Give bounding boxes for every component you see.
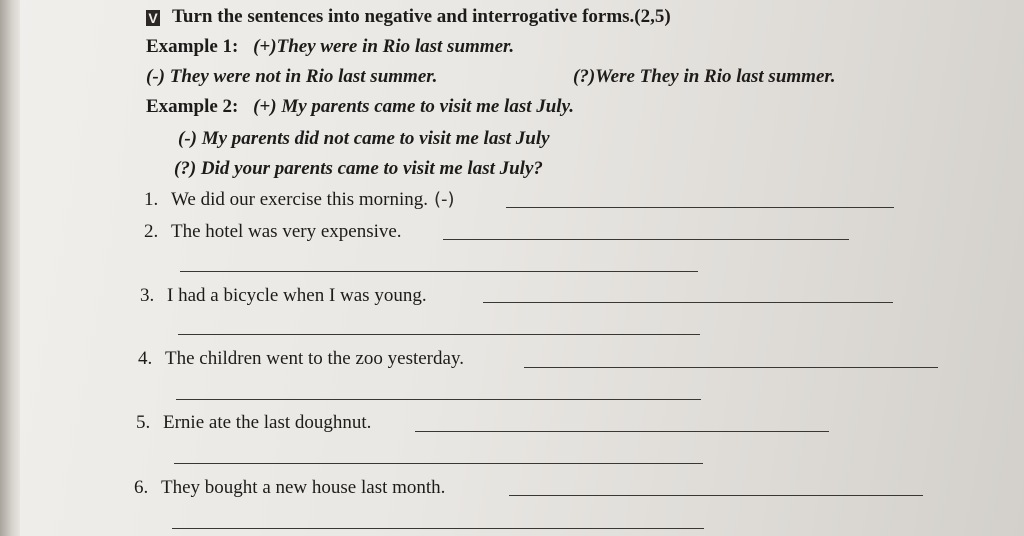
example-1-question: (?)Were They in Rio last summer. (573, 66, 836, 87)
item-number: 5. (136, 412, 151, 433)
item-sentence: The children went to the zoo yesterday. (165, 348, 464, 369)
item-number: 4. (138, 348, 153, 369)
answer-line-4a[interactable] (524, 367, 938, 368)
example-1-positive: (+)They were in Rio last summer. (253, 36, 515, 57)
handwritten-mark: (-) (434, 189, 455, 210)
item-sentence: I had a bicycle when I was young. (167, 285, 427, 306)
example-2-row (146, 96, 574, 118)
answer-line-3a[interactable] (483, 302, 893, 303)
exercise-item-6 (134, 477, 445, 499)
answer-line-6a[interactable] (509, 495, 923, 496)
answer-line-6b[interactable] (172, 528, 704, 529)
item-number: 6. (134, 477, 149, 498)
example-1-negative: (-) They were not in Rio last summer. (146, 66, 438, 87)
answer-line-4b[interactable] (176, 399, 701, 400)
exercise-item-4 (138, 348, 464, 370)
item-number: 2. (144, 221, 159, 242)
example-2-negative: (-) My parents did not came to visit me last July (178, 128, 550, 149)
example-1-row (146, 36, 514, 58)
answer-line-2b[interactable] (180, 271, 698, 272)
example-1-label: Example 1: (146, 36, 239, 57)
instruction-text: Turn the sentences into negative and interrogative forms.(2,5) (172, 6, 671, 27)
answer-line-2a[interactable] (443, 239, 849, 240)
exercise-item-1 (144, 189, 455, 211)
exercise-item-3 (140, 285, 427, 307)
answer-line-3b[interactable] (178, 334, 700, 335)
item-number: 1. (144, 189, 159, 210)
example-2-label: Example 2: (146, 96, 239, 117)
answer-line-5b[interactable] (174, 463, 703, 464)
exercise-item-2 (144, 221, 402, 243)
section-heading (146, 6, 671, 28)
item-sentence: Ernie ate the last doughnut. (163, 412, 372, 433)
answer-line-5a[interactable] (415, 431, 829, 432)
example-2-question: (?) Did your parents came to visit me last July? (174, 158, 543, 179)
answer-line-1a[interactable] (506, 207, 894, 208)
section-number-box: V (146, 10, 160, 26)
item-sentence: They bought a new house last month. (161, 477, 446, 498)
example-2-positive: (+) My parents came to visit me last July. (253, 96, 575, 117)
item-sentence: We did our exercise this morning. (171, 189, 429, 210)
paper-edge-shadow (0, 0, 20, 536)
item-sentence: The hotel was very expensive. (171, 221, 402, 242)
exercise-item-5 (136, 412, 371, 434)
item-number: 3. (140, 285, 155, 306)
